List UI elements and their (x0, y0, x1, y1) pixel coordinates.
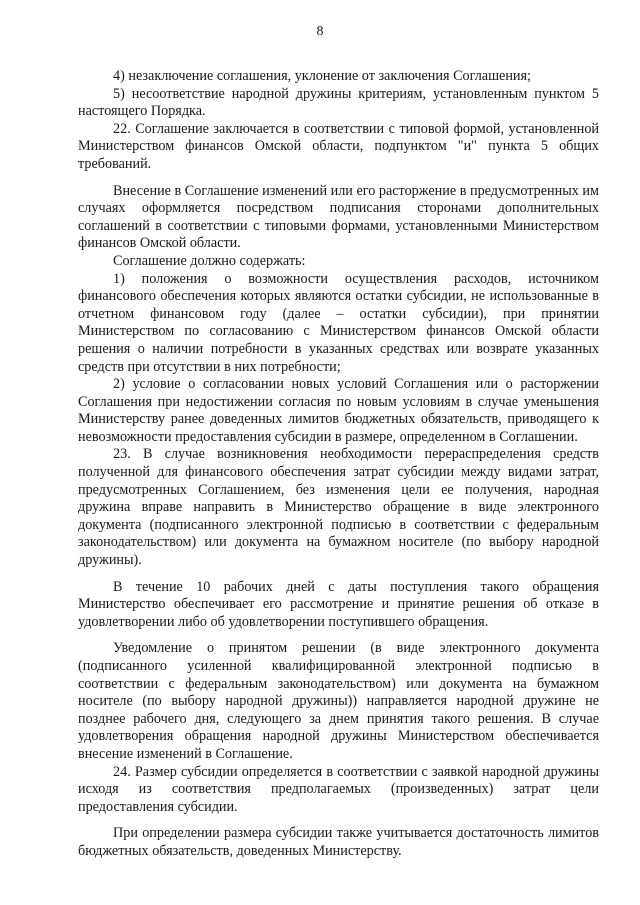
paragraph-clause-24: 24. Размер субсидии определяется в соответствии с заявкой народной дружины исходя из соответствия предполагаемых (произведенных) затрат цели предоставления субсидии. (78, 763, 599, 815)
paragraph-agreement-contents: Соглашение должно содержать: (113, 252, 306, 269)
paragraph-item-4: 4) незаключение соглашения, уклонение от заключения Соглашения; (113, 68, 531, 84)
document-body (78, 68, 599, 861)
paragraph-review-period: В течение 10 рабочих дней с даты поступления такого обращения Министерство обеспечивает его рассмотрение и принятие решения об отказе в удовлетворении либо об удовлетворении поступившего обращения. (78, 578, 599, 630)
paragraph-item-5: 5) несоответствие народной дружины критериям, установленным пунктом 5 настоящего Порядка. (78, 85, 599, 120)
paragraph-clause-23: 23. В случае возникновения необходимости перераспределения средств полученной для финансового обеспечения затрат субсидии между видами затрат, предусмотренных Соглашением, без изменения цели ее получения, народная дружина вправе направить в Министерство обращение в виде электронного документа (подписанного электронной подписью в соответствии с федеральным законодательством) или документа на бумажном носителе (по выбору народной дружины). (78, 446, 599, 569)
page-number: 8 (316, 24, 324, 39)
paragraph-contents-item-2: 2) условие о согласовании новых условий Соглашения или о расторжении Соглашения при недостижении согласия по новым условиям в случае уменьшения Министерству ранее доведенных лимитов бюджетных обязательств, приводящего к невозможности предоставления субсидии в размере, определенном в Соглашении. (78, 376, 599, 445)
paragraph-contents-item-1: 1) положения о возможности осуществления расходов, источником финансового обеспечения которых являются остатки субсидии, не использованные в отчетном финансовом году (далее – остатки субсидии), при принятии Министерством по согласованию с Министерством финансов Омской области решения о наличии потребности в указанных средствах или возврате указанных средств при отсутствии в них потребности; (78, 270, 599, 375)
paragraph-clause-22: 22. Соглашение заключается в соответствии с типовой формой, установленной Министерством финансов Омской области, подпунктом "и" пункта 5 общих требований. (78, 120, 599, 172)
paragraph-subsidy-limits: При определении размера субсидии также учитывается достаточность лимитов бюджетных обязательств, доведенных Министерству. (78, 825, 599, 859)
paragraph-amendments: Внесение в Соглашение изменений или его расторжение в предусмотренных им случаях оформляется посредством подписания сторонами дополнительных соглашений в соответствии с типовыми формами, установленными Министерством финансов Омской области. (78, 182, 599, 252)
paragraph-decision-notice: Уведомление о принятом решении (в виде электронного документа (подписанного усиленной квалифицированной электронной подписью в соответствии с федеральным законодательством) или документа на бумажном носителе (по выбору народной дружины)) направляется народной дружине не позднее рабочего дня, следующего за днем принятия такого решения. В случае удовлетворения обращения народной дружины Министерством обеспечивается внесение изменений в Соглашение. (78, 640, 599, 762)
